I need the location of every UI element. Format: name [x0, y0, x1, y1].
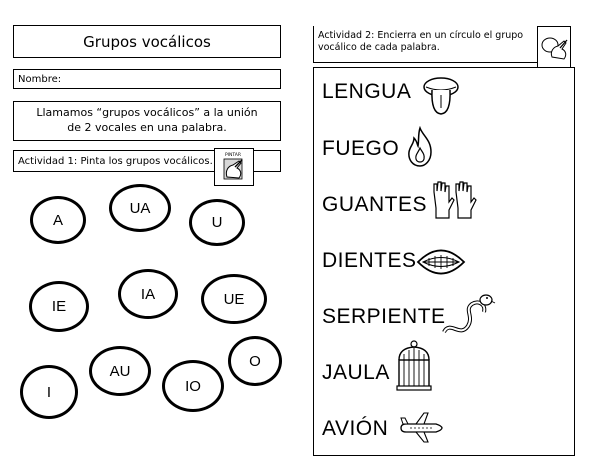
definition-box: Llamamos “grupos vocálicos” a la unión de 2 vocales en una palabra. — [13, 101, 281, 141]
word-dientes[interactable]: DIENTES — [322, 249, 417, 272]
birdcage-icon — [396, 340, 432, 392]
tongue-icon — [421, 75, 461, 117]
teeth-icon — [416, 243, 466, 281]
vowel-group-oval[interactable]: I — [20, 365, 78, 419]
paint-icon-label: PINTAR — [224, 153, 242, 158]
worksheet-title: Grupos vocálicos — [13, 25, 281, 58]
vowel-group-oval[interactable]: UA — [109, 184, 171, 232]
fire-icon — [405, 126, 435, 168]
vowel-group-oval[interactable]: UE — [201, 274, 267, 324]
word-jaula[interactable]: JAULA — [322, 361, 390, 384]
vowel-group-oval[interactable]: U — [189, 199, 245, 246]
vowel-group-oval[interactable]: IE — [29, 281, 89, 332]
vowel-group-oval[interactable]: IO — [162, 360, 224, 412]
activity1-instruction: Actividad 1: Pinta los grupos vocálicos. — [13, 150, 281, 172]
vowel-group-oval[interactable]: A — [30, 196, 86, 244]
word-avion[interactable]: AVIÓN — [322, 417, 389, 440]
activity2-divider-left — [313, 26, 314, 62]
name-field[interactable]: Nombre: — [13, 69, 281, 89]
vowel-group-oval[interactable]: IA — [118, 269, 178, 319]
activity2-instruction: Actividad 2: Encierra en un círculo el grupo vocálico de cada palabra. — [318, 30, 524, 54]
snake-icon — [440, 290, 496, 342]
activity2-underline — [313, 62, 537, 63]
word-lengua[interactable]: LENGUA — [322, 80, 412, 103]
gloves-icon — [430, 180, 480, 222]
word-serpiente[interactable]: SERPIENTE — [322, 305, 446, 328]
word-fuego[interactable]: FUEGO — [322, 137, 400, 160]
word-guantes[interactable]: GUANTES — [322, 193, 428, 216]
vowel-group-oval[interactable]: O — [228, 336, 282, 386]
vowel-group-oval[interactable]: AU — [89, 346, 151, 396]
airplane-icon — [398, 410, 444, 444]
paint-hand-icon — [214, 148, 254, 186]
circle-hand-icon — [537, 26, 571, 70]
